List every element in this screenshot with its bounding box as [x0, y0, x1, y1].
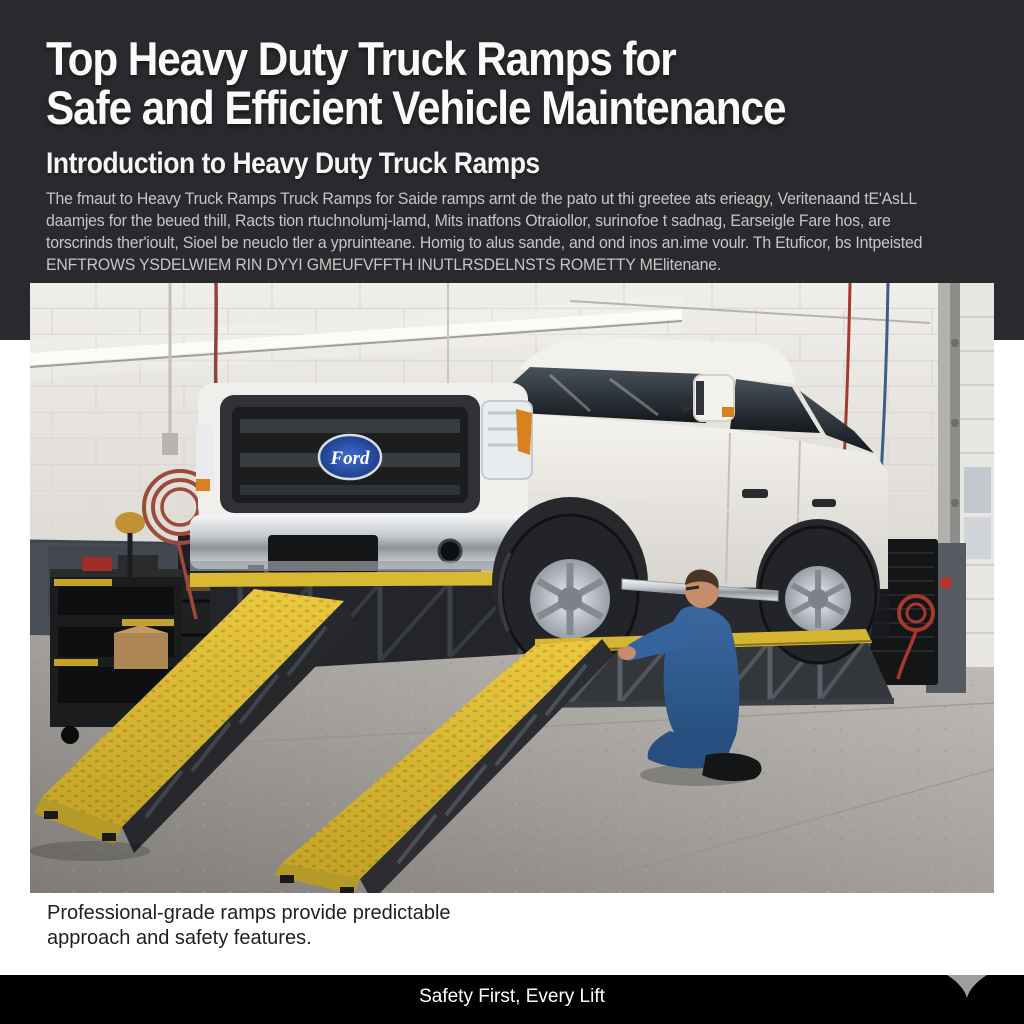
footer-tagline: Safety First, Every Lift [419, 986, 605, 1007]
headlight-right [482, 401, 532, 479]
amber-marker [516, 409, 532, 455]
intro-line-3: torscrinds ther'ioult, Sioel be neuclo tler a ypruinteane. Homig to alus sande, and ond inos an.ime voulr. Th Etuficor, bs Intpeisted [46, 234, 923, 252]
safety-glasses [686, 587, 699, 589]
mirror-turn-signal [722, 407, 734, 417]
door-window [964, 467, 991, 513]
red-toolbox [82, 557, 112, 571]
door-handle [742, 489, 768, 498]
front-grille [220, 395, 480, 513]
hand [618, 646, 636, 660]
footer-bar [0, 975, 1024, 1024]
intro-line-1: The fmaut to Heavy Truck Ramps Truck Ramps for Saide ramps arnt de the pato ut thi greetee ats erieagy, Veritenaand tE'AsLL [46, 190, 918, 208]
photo-caption [47, 901, 451, 951]
page-title-line-1: Top Heavy Duty Truck Ramps for [46, 32, 676, 85]
photo-caption-line-2: approach and safety features. [47, 927, 312, 949]
headlight-left [196, 423, 214, 493]
scroll-down-arrow-icon [945, 975, 989, 999]
door-release-handle [940, 577, 952, 589]
photo-caption-line-1: Professional-grade ramps provide predictable [47, 902, 451, 924]
intro-line-4: ENFTROWS YSDELWIEM RIN DYYI GMEUFVFFTH INUTLRSDELNSTS ROMETTY MElitenane. [46, 256, 722, 274]
page-title [46, 34, 785, 132]
fog-light [439, 540, 461, 562]
door-window [964, 517, 991, 559]
door-handle [812, 499, 836, 507]
svg-text:Ford: Ford [330, 448, 370, 469]
ford-badge [319, 435, 381, 479]
intro-paragraph [46, 188, 922, 276]
cardboard-box [114, 625, 168, 669]
page-title-line-2: Safe and Efficient Vehicle Maintenance [46, 81, 786, 134]
intro-line-2: daamjes for the beued thill, Racts tion rtuchnolumj-lamd, Mits inatfons Otraiollor, surinofoe t sadnag, Earseigle Fare hos, are [46, 212, 891, 230]
garage-photo [30, 283, 994, 893]
section-heading: Introduction to Heavy Duty Truck Ramps [46, 147, 540, 180]
